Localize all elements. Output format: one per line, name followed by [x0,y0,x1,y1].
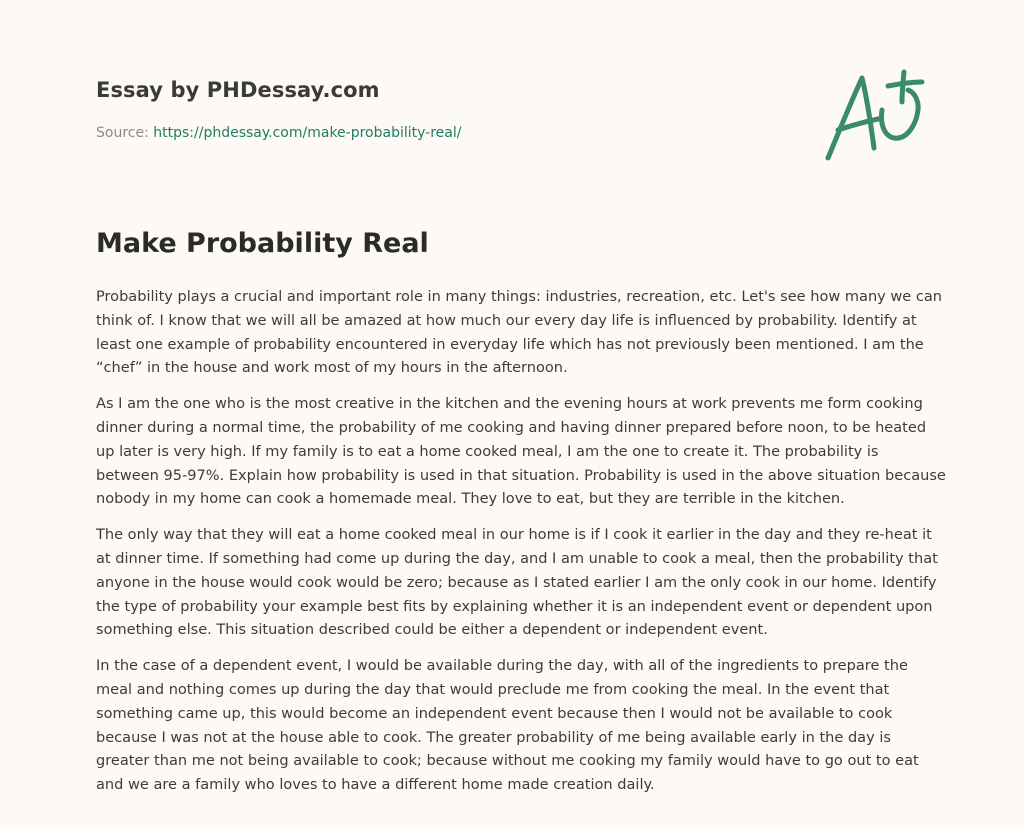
essay-paragraph: Probability plays a crucial and important role in many things: industries, recreation, etc. Let's see how many we can think of. I know that we will all be amazed at how much our every day life is influenced by probability. Identify at least one example of probability encountered in everyday life which has not previously been mentioned. I am the “chef” in the house and work most of my hours in the afternoon. [96,288,943,377]
source-line [96,123,796,143]
essay-paragraph: The only way that they will eat a home cooked meal in our home is if I cook it earlier in the day and they re-heat it at dinner time. If something had come up during the day, and I am unable to cook a meal, then the probability that anyone in the house would cook would be zero; because as I stated earlier I am the only cook in our home. Identify the type of probability your example best fits by explaining whether it is an independent event or dependent upon something else. This situation described could be either a dependent or independent event. [96,526,938,639]
essay-paragraph: In the case of a dependent event, I would be available during the day, with all of the ingredients to prepare the meal and nothing comes up during the day that would preclude me from cooking the meal. In the event that something came up, this would become an independent event because then I would not be available to cook because I was not at the house able to cook. The greater probability of me being available early in the day is greater than me not being available to cook; because without me cooking my family would have to go out to eat and we are a family who loves to have a different home made creation daily. [96,657,919,794]
essay-body [96,285,946,809]
source-link[interactable]: https://phdessay.com/make-probability-real/ [153,125,462,141]
a-plus-grade-icon [820,64,930,164]
source-label: Source: [96,125,154,141]
essay-paragraph: As I am the one who is the most creative in the kitchen and the evening hours at work prevents me form cooking dinner during a normal time, the probability of me cooking and having dinner prepared before noon, to be heated up later is very high. If my family is to eat a home cooked meal, I am the one to create it. The probability is between 95-97%. Explain how probability is used in that situation. Probability is used in the above situation because nobody in my home can cook a homemade meal. They love to eat, but they are terrible in the kitchen. [96,395,946,508]
essay-title: Make Probability Real [96,228,429,259]
page-header [96,74,796,143]
site-title: Essay by PHDessay.com [96,78,380,102]
